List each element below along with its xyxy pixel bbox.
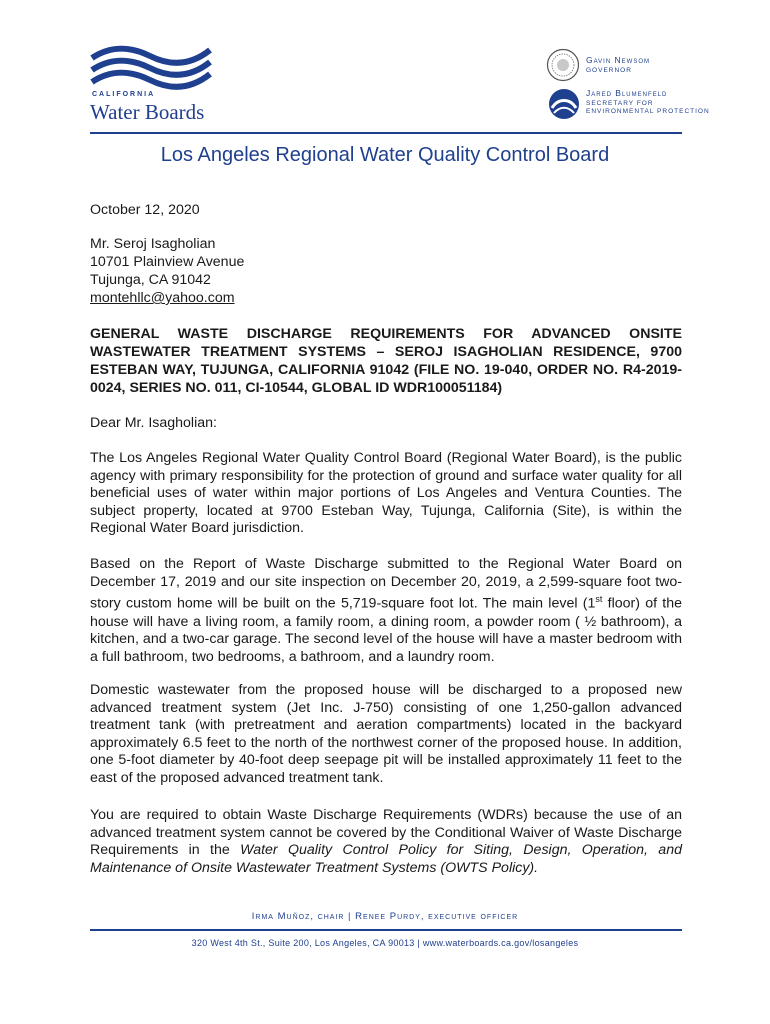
governor-name: Gavin Newsom bbox=[586, 55, 651, 65]
water-boards-logo bbox=[90, 44, 220, 124]
letter-date: October 12, 2020 bbox=[90, 202, 200, 218]
footer-address: 320 West 4th St., Suite 200, Los Angeles, CA 90013 | www.waterboards.ca.gov/losangeles bbox=[191, 938, 579, 948]
secretary-title-line1: SECRETARY FOR bbox=[586, 100, 654, 107]
governor-title: GOVERNOR bbox=[586, 67, 632, 74]
logo-small-text: CALIFORNIA bbox=[92, 91, 156, 98]
recipient-street: 10701 Plainview Avenue bbox=[90, 254, 245, 270]
paragraph-4-text: You are required to obtain Waste Discharge Requirements (WDRs) because the use of an advanced treatment system cannot be covered by the Conditional Waiver of Waste Discharge Requirements in the bbox=[90, 807, 682, 859]
footer-officers: Irma Muñoz, chair | Renee Purdy, executive officer bbox=[251, 911, 519, 922]
paragraph-3: Domestic wastewater from the proposed house will be discharged to a proposed new advanced treatment system (Jet Inc. J-750) consisting of one 1,250-gallon advanced treatment tank (with pretreatment and aeration compartments) located in the backyard approximately 6.5 feet to the north of the northwest corner of the proposed house. In addition, one 5-foot diameter by 40-foot deep seepage pit will be installed approximately 11 feet to the east of the proposed advanced treatment tank. bbox=[90, 682, 682, 786]
header-divider bbox=[90, 132, 682, 134]
paragraph-1: The Los Angeles Regional Water Quality Control Board (Regional Water Board), is the public agency with primary responsibility for the protection of ground and surface water quality for all beneficial uses of water within major portions of Los Angeles and Ventura Counties. The subject property, located at 9700 Esteban Way, Tujunga, California (Site), is within the Regional Water Board jurisdiction. bbox=[90, 450, 682, 537]
recipient-name: Mr. Seroj Isagholian bbox=[90, 236, 216, 252]
secretary-title-line2: ENVIRONMENTAL PROTECTION bbox=[586, 108, 710, 115]
paragraph-2-part-b: floor) of the house will have a living room, a family room, a dining room, a powder room ( ½ bathroom), a kitchen, and a two-car garage. The second level of the house will have a master bedroom with a full bathroom, two bedrooms, a bathroom, and a laundry room. bbox=[90, 595, 682, 665]
recipient-city: Tujunga, CA 91042 bbox=[90, 272, 211, 288]
paragraph-4 bbox=[90, 807, 682, 877]
paragraph-2-superscript: st bbox=[595, 594, 603, 605]
footer-divider bbox=[90, 929, 682, 931]
recipient-email-link[interactable]: montehllc@yahoo.com bbox=[90, 290, 235, 306]
waves-icon bbox=[90, 44, 212, 90]
state-seal-icon bbox=[546, 48, 580, 82]
board-title: Los Angeles Regional Water Quality Control Board bbox=[160, 144, 610, 166]
logo-big-text: Water Boards bbox=[90, 100, 205, 124]
subject-line: GENERAL WASTE DISCHARGE REQUIREMENTS FOR ADVANCED ONSITE WASTEWATER TREATMENT SYSTEMS – SEROJ ISAGHOLIAN RESIDENCE, 9700 ESTEBAN WAY, TUJUNGA, CALIFORNIA 91042 (FILE NO. 19-040, ORDER NO. R4-2019-0024, SERIES NO. 011, CI-10544, GLOBAL ID WDR100051184) bbox=[90, 326, 682, 396]
paragraph-2 bbox=[90, 556, 682, 666]
salutation: Dear Mr. Isagholian: bbox=[90, 415, 217, 431]
paragraph-4-policy-title: Water Quality Control Policy for Siting, Design, Operation, and Maintenance of Onsite Wastewater Treatment Systems (OWTS Policy). bbox=[90, 842, 682, 876]
calepa-logo-icon bbox=[548, 88, 580, 120]
paragraph-2-part-a: Based on the Report of Waste Discharge submitted to the Regional Water Board on December 17, 2019 and our site inspection on December 20, 2019, a 2,599-square foot two-story custom home will be built on the 5,719-square foot lot. The main level (1 bbox=[90, 556, 682, 612]
secretary-name: Jared Blumenfeld bbox=[586, 88, 668, 98]
